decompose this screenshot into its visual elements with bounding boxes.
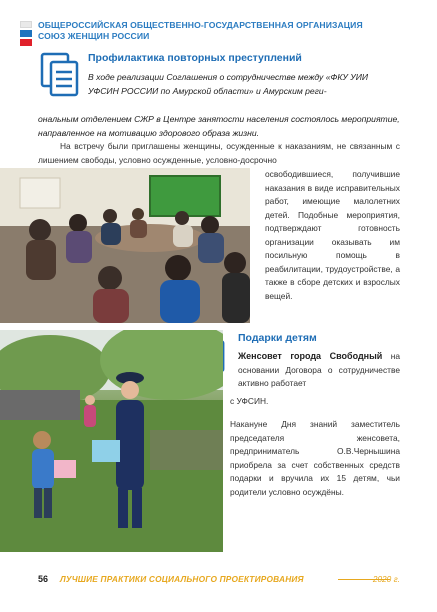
flag-white-stripe: [20, 21, 32, 28]
women-council-text: на основании Договора о сотрудничестве активно работает: [238, 351, 400, 388]
flag-red-stripe: [20, 39, 32, 46]
meeting-photo: [0, 168, 250, 323]
gifts-paragraph: Накануне Дня знаний заместитель председателя женсовета, предприниматель О.В.Чернышина приобрела за счет собственных средств подарки и вручила их 15 детям, чьи родители условно осуждёны.: [230, 419, 400, 497]
section-title: Профилактика повторных преступлений: [88, 52, 302, 64]
org-line-1: ОБЩЕРОССИЙСКАЯ ОБЩЕСТВЕННО-ГОСУДАРСТВЕННАЯ ОРГАНИЗАЦИЯ: [38, 20, 363, 30]
page-number: 56: [38, 574, 49, 584]
body-paragraph: На встречу были приглашены женщины, осужденные к наказаниям, не связанным с лишением свободы, условно осужденные, условно-досрочно: [38, 141, 400, 165]
organization-name: [38, 20, 368, 42]
lead-paragraph: В ходе реализации Соглашения о сотрудничестве между «ФКУ УИИ УФСИН РОССИИ по Амурской области» и Амурским реги-: [88, 72, 369, 96]
women-council-name: Женсовет города Свободный: [238, 351, 383, 361]
women-council-paragraph: [238, 350, 400, 391]
lead-paragraph-continued: ональным отделением СЖР в Центре занятости населения состоялось мероприятие, направленное на мотивацию здорового образа жизни.: [38, 114, 400, 138]
women-council-tail: с УФСИН.: [230, 396, 269, 406]
page-footer: [38, 572, 400, 586]
flag-blue-stripe: [20, 30, 32, 37]
documents-icon: [40, 52, 80, 98]
footer-title: ЛУЧШИЕ ПРАКТИКИ СОЦИАЛЬНОГО ПРОЕКТИРОВАНИЯ: [60, 574, 304, 584]
footer-year: 2020 г.: [372, 574, 400, 584]
gift-handover-photo: [0, 330, 223, 552]
org-line-2: СОЮЗ ЖЕНЩИН РОССИИ: [38, 31, 150, 41]
section-title: Подарки детям: [238, 332, 317, 344]
side-paragraph: освободившиеся, получившие наказания в виде исправительных работ, имеющие малолетних детей. Подобные мероприятия, подтверждают готовность организации оказывать им посильную помощь в реабилитации, трудоустройстве, а также в сборе детских и взрослых вещей.: [265, 169, 400, 301]
